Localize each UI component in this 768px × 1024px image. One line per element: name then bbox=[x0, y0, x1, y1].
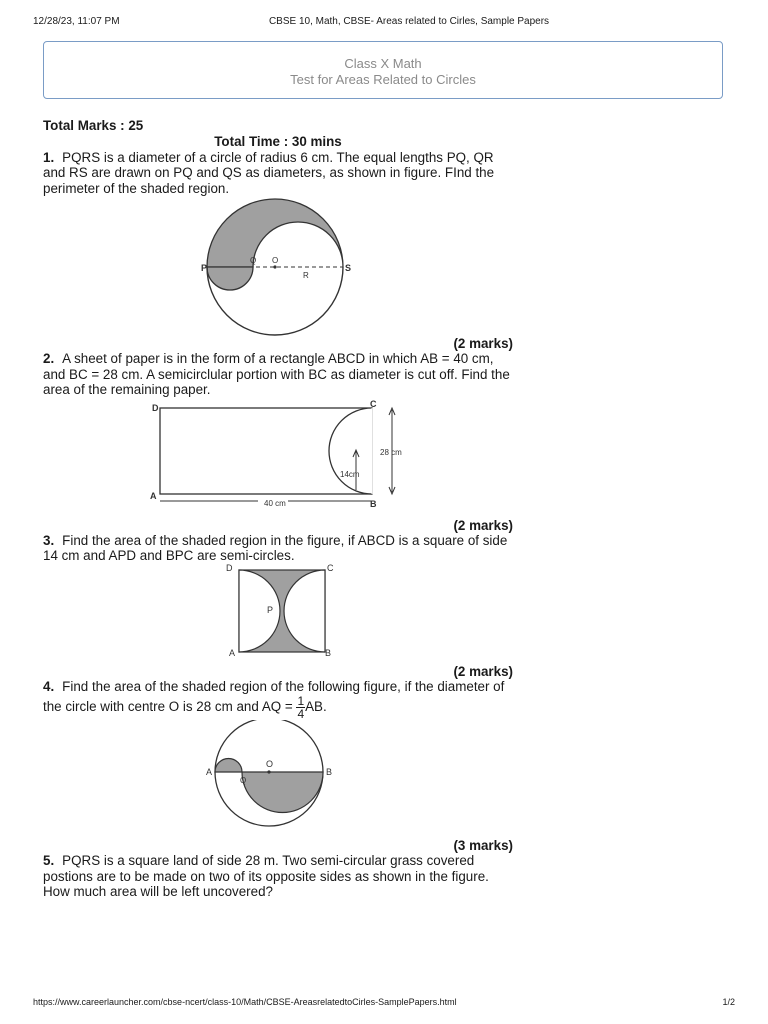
fraction-numerator: 1 bbox=[297, 693, 305, 708]
centre-dot bbox=[267, 770, 270, 773]
label-40cm: 40 cm bbox=[264, 498, 286, 508]
title-test: Test for Areas Related to Circles bbox=[290, 72, 476, 87]
fraction bbox=[296, 695, 305, 720]
figure-q3 bbox=[43, 564, 513, 664]
question-marks: (2 marks) bbox=[453, 517, 513, 533]
question-number: 4. bbox=[43, 679, 55, 695]
print-page-title: CBSE 10, Math, CBSE- Areas related to Cirles, Sample Papers bbox=[268, 16, 550, 27]
label-14cm: 14cm bbox=[340, 469, 360, 479]
label-r: R bbox=[303, 271, 309, 281]
label-a: A bbox=[229, 647, 236, 658]
question-number: 1. bbox=[43, 149, 55, 165]
question-1 bbox=[43, 150, 513, 352]
label-p: P bbox=[201, 263, 208, 274]
label-a: A bbox=[150, 490, 157, 501]
label-s: S bbox=[345, 263, 352, 274]
label-d: D bbox=[226, 563, 233, 573]
label-b: B bbox=[370, 498, 377, 509]
centre-dot bbox=[273, 265, 276, 268]
label-q: Q bbox=[250, 256, 257, 266]
title-class: Class X Math bbox=[344, 56, 422, 71]
question-marks: (2 marks) bbox=[453, 336, 513, 352]
question-text: A sheet of paper is in the form of a rectangle ABCD in which AB = 40 cm, and BC = 28 cm. A semicirclular portion with BC as diameter is cut off. Find the area of the remaining paper. bbox=[43, 351, 510, 398]
question-3 bbox=[43, 533, 513, 679]
question-text: PQRS is a diameter of a circle of radius 6 cm. The equal lengths PQ, QR and RS are drawn on PQ and QS as diameters, as shown in figure. FInd the perimeter of the shaded region. bbox=[43, 149, 495, 196]
question-marks: (2 marks) bbox=[453, 663, 513, 679]
label-p: P bbox=[267, 604, 274, 615]
figure-q4 bbox=[43, 720, 513, 838]
figure-q2 bbox=[43, 398, 513, 518]
question-number: 3. bbox=[43, 533, 55, 549]
question-text: PQRS is a square land of side 28 m. Two semi-circular grass covered postions are to be made on two of its opposite sides as shown in the figure. How much area will be left uncovered? bbox=[43, 853, 489, 899]
label-d: D bbox=[152, 402, 159, 413]
question-2 bbox=[43, 351, 513, 533]
question-text: Find the area of the shaded region of the following figure, if the diameter of the circle with centre O is 28 cm and bbox=[43, 679, 505, 714]
label-o: O bbox=[272, 256, 279, 266]
shaded-upper bbox=[215, 758, 242, 772]
label-q: Q bbox=[240, 775, 247, 785]
title-box bbox=[43, 41, 723, 99]
label-c: C bbox=[327, 563, 334, 573]
semicircle-bc bbox=[329, 408, 372, 494]
label-a: A bbox=[206, 766, 213, 777]
total-marks: Total Marks : 25 bbox=[43, 118, 144, 133]
shaded-lower bbox=[207, 267, 253, 290]
total-time: Total Time : 30 mins bbox=[214, 134, 342, 150]
question-4 bbox=[43, 679, 513, 853]
print-page-number: 1/2 bbox=[722, 997, 735, 1007]
formula-aq bbox=[261, 693, 327, 721]
print-url: https://www.careerlauncher.com/cbse-ncert/class-10/Math/CBSE-AreasrelatedtoCirles-SamplePapers.html bbox=[33, 997, 457, 1007]
question-number: 2. bbox=[43, 351, 55, 367]
label-c: C bbox=[370, 398, 377, 409]
figure-q1 bbox=[43, 196, 513, 336]
question-marks: (3 marks) bbox=[453, 837, 513, 853]
test-content bbox=[43, 118, 513, 899]
question-text: Find the area of the shaded region in the figure, if ABCD is a square of side 14 cm and APD and BPC are semi-circles. bbox=[43, 533, 508, 564]
question-number: 5. bbox=[43, 853, 55, 869]
fraction-denominator: 4 bbox=[297, 706, 305, 721]
formula-rhs: AB. bbox=[305, 698, 327, 714]
formula-lhs: AQ = bbox=[261, 698, 293, 714]
label-b: B bbox=[326, 766, 333, 777]
question-5 bbox=[43, 853, 513, 899]
label-b: B bbox=[325, 647, 332, 658]
print-datetime: 12/28/23, 11:07 PM bbox=[33, 16, 120, 27]
label-28cm: 28 cm bbox=[380, 447, 402, 457]
label-o: O bbox=[266, 758, 274, 769]
